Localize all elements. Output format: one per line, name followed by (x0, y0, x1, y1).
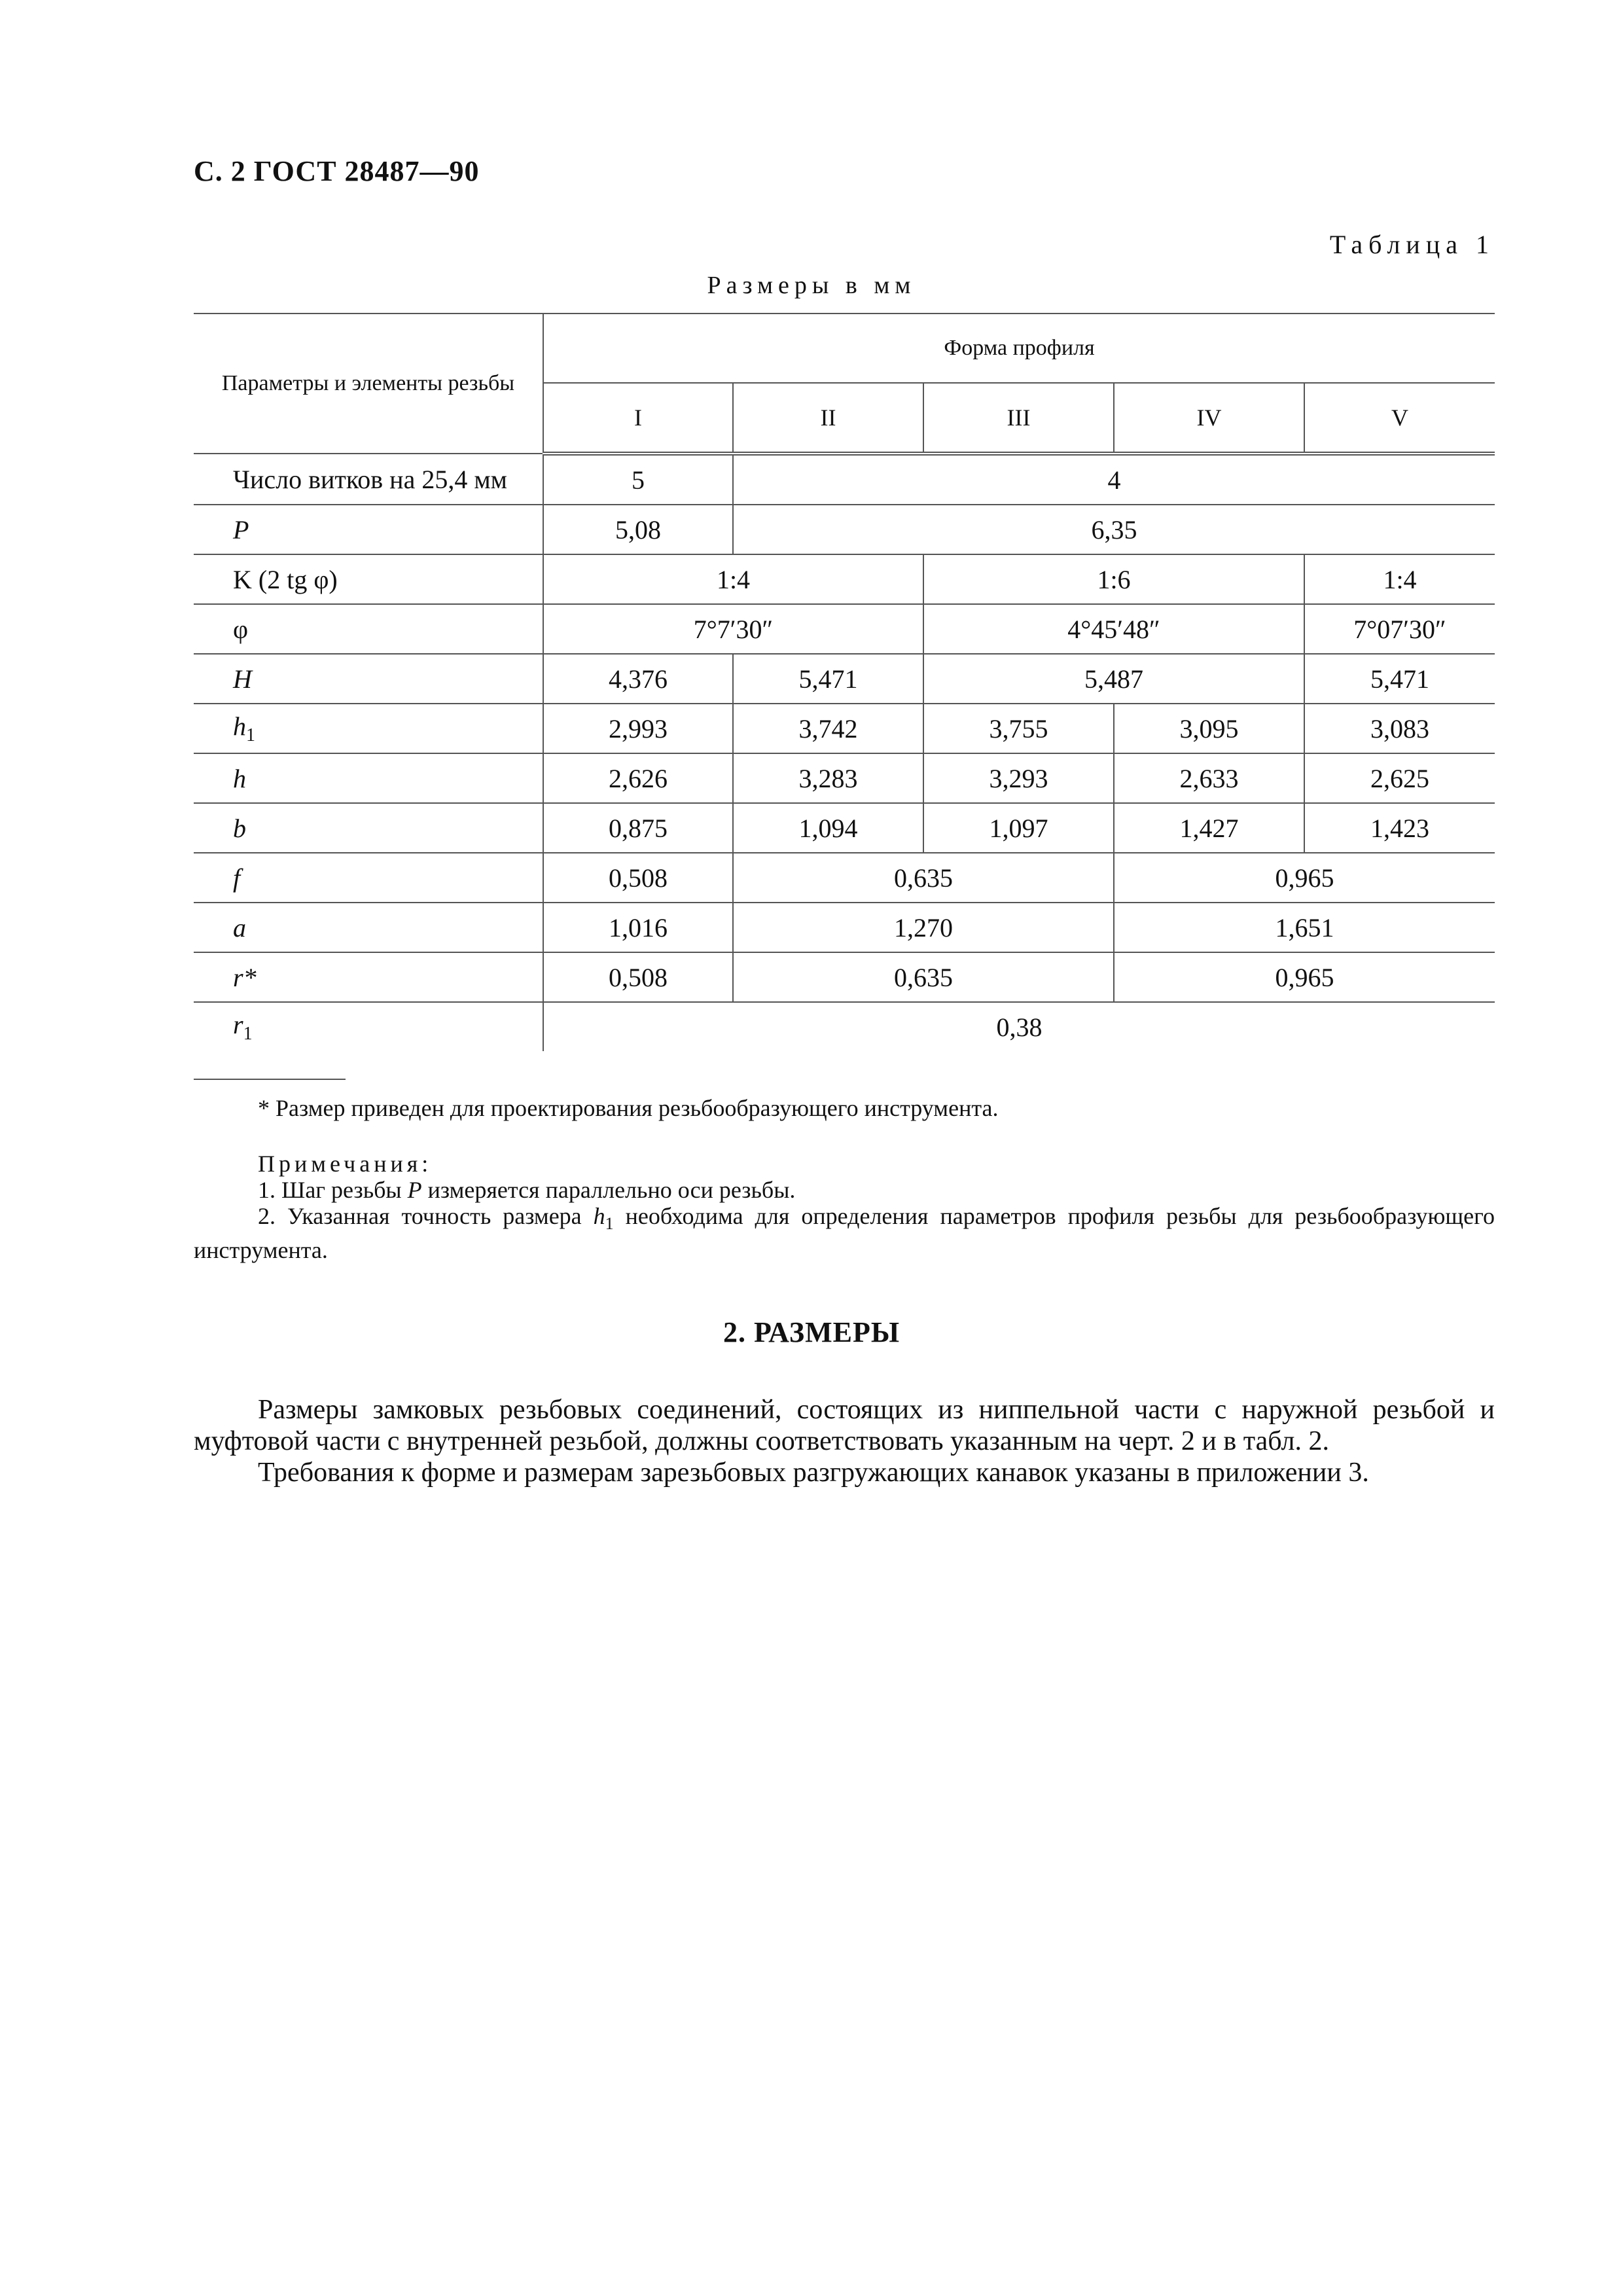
table-cell: 0,875 (543, 803, 733, 853)
table-cell: 1,651 (1114, 903, 1495, 952)
table-cell: 3,083 (1304, 704, 1495, 753)
notes-block (194, 1151, 1495, 1263)
profile-header-cell: II (733, 383, 923, 454)
table-cell: 1,016 (543, 903, 733, 952)
row-label: b (194, 803, 543, 853)
table-cell: 1:6 (923, 554, 1304, 604)
table-cell: 5 (543, 454, 733, 505)
row-label: φ (194, 604, 543, 654)
paragraph: Требования к форме и размерам зарезьбовых разгружающих канавок указаны в приложении 3. (258, 1458, 1369, 1488)
table-row (194, 505, 1495, 554)
table-cell: 5,471 (733, 654, 923, 704)
table-row (194, 952, 1495, 1002)
table-row (194, 753, 1495, 803)
table-cell: 0,965 (1114, 853, 1495, 903)
table-cell: 0,508 (543, 952, 733, 1002)
table-row (194, 554, 1495, 604)
table-cell: 4°45′48″ (923, 604, 1304, 654)
table-cell: 0,38 (543, 1002, 1495, 1051)
table-cell: 1,097 (923, 803, 1114, 853)
param-column-header: Параметры и элементы резьбы (194, 314, 543, 454)
table-row (194, 853, 1495, 903)
profile-header-cell: V (1304, 383, 1495, 454)
profile-header-cell: IV (1114, 383, 1304, 454)
note-text: 2. Указанная точность размера (258, 1203, 594, 1229)
row-label: Число витков на 25,4 мм (194, 454, 543, 505)
note-text: 1. Шаг резьбы (258, 1177, 408, 1203)
table-cell: 1,094 (733, 803, 923, 853)
row-label: H (194, 654, 543, 704)
table-cell: 3,095 (1114, 704, 1304, 753)
page-header: С. 2 ГОСТ 28487—90 (194, 155, 480, 187)
table-cell: 3,742 (733, 704, 923, 753)
table-header-row (194, 314, 1495, 383)
table-row (194, 803, 1495, 853)
footnote-divider (194, 1079, 346, 1080)
table-cell: 1,427 (1114, 803, 1304, 853)
section-body (194, 1394, 1495, 1488)
row-label-sub: 1 (243, 1024, 253, 1044)
row-label: f (194, 853, 543, 903)
profile-header-cell: I (543, 383, 733, 454)
units-caption: Размеры в мм (707, 272, 916, 299)
footnote: * Размер приведен для проектирования резьбообразующего инструмента. (258, 1095, 999, 1121)
table-cell: 3,755 (923, 704, 1114, 753)
table-row (194, 704, 1495, 753)
table-cell: 5,487 (923, 654, 1304, 704)
row-label-sub: 1 (246, 725, 255, 745)
note-variable: h (593, 1203, 605, 1229)
table-cell: 1,270 (733, 903, 1114, 952)
table-row (194, 903, 1495, 952)
row-label (194, 1002, 543, 1051)
table-row (194, 604, 1495, 654)
note-variable: P (407, 1177, 422, 1203)
table-cell: 2,626 (543, 753, 733, 803)
table-cell: 1:4 (1304, 554, 1495, 604)
profile-column-header: Форма профиля (543, 314, 1495, 383)
table-row (194, 1002, 1495, 1051)
table-row (194, 454, 1495, 505)
profile-header-cell: III (923, 383, 1114, 454)
row-label-var: h (233, 711, 246, 741)
row-label: K (2 tg φ) (194, 554, 543, 604)
note-item (194, 1177, 1495, 1203)
row-label: r* (194, 952, 543, 1002)
table-caption: Таблица 1 (1329, 230, 1495, 259)
row-label: a (194, 903, 543, 952)
note-text: необходима для определения параметров профиля резьбы для резьбообразующего инструмента. (194, 1203, 1495, 1264)
table-cell: 4,376 (543, 654, 733, 704)
paragraph: Размеры замковых резьбовых соединений, состоящих из ниппельной части с наружной резьбой и муфтовой части с внутренней резьбой, должны соответствовать указанным на черт. 2 и в табл. 2. (194, 1395, 1495, 1456)
row-label-var: r (233, 1010, 243, 1039)
table-cell: 3,293 (923, 753, 1114, 803)
notes-title: Примечания: (258, 1151, 433, 1177)
table-cell: 6,35 (733, 505, 1495, 554)
table-cell: 5,471 (1304, 654, 1495, 704)
section-title: 2. РАЗМЕРЫ (722, 1316, 901, 1348)
table-cell: 0,635 (733, 853, 1114, 903)
table-cell: 0,508 (543, 853, 733, 903)
table-cell: 5,08 (543, 505, 733, 554)
table-cell: 3,283 (733, 753, 923, 803)
row-label: P (194, 505, 543, 554)
table-cell: 1:4 (543, 554, 923, 604)
table-cell: 0,635 (733, 952, 1114, 1002)
table-cell: 2,633 (1114, 753, 1304, 803)
table-cell: 7°07′30″ (1304, 604, 1495, 654)
note-subscript: 1 (605, 1214, 614, 1234)
table-cell: 0,965 (1114, 952, 1495, 1002)
row-label (194, 704, 543, 753)
table-row (194, 654, 1495, 704)
table-cell: 4 (733, 454, 1495, 505)
row-label: h (194, 753, 543, 803)
table-cell: 1,423 (1304, 803, 1495, 853)
note-text: измеряется параллельно оси резьбы. (421, 1177, 796, 1203)
parameters-table (194, 313, 1495, 1051)
table-cell: 2,993 (543, 704, 733, 753)
table-cell: 2,625 (1304, 753, 1495, 803)
note-item (194, 1203, 1495, 1263)
table-cell: 7°7′30″ (543, 604, 923, 654)
